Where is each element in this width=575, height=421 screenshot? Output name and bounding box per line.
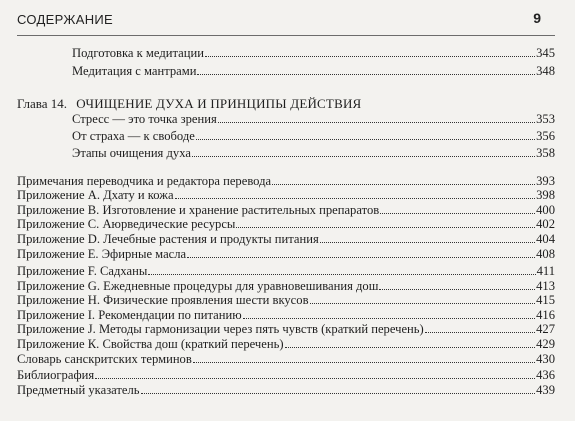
toc-entry-page: 408 (536, 247, 555, 261)
toc-entry-page: 358 (536, 146, 555, 160)
toc-entry (17, 381, 555, 397)
toc-entry (72, 44, 555, 60)
toc-entry-title: Приложение А. Дхату и кожа (17, 188, 174, 202)
toc-entry (72, 62, 555, 78)
toc-entry-page: 436 (536, 368, 555, 382)
toc-entry-page: 416 (536, 308, 555, 322)
toc-entry-title: Стресс — это точка зрения (72, 112, 217, 126)
toc-leader (379, 289, 535, 290)
toc-entry-title: Приложение Е. Эфирные масла (17, 247, 187, 261)
page-number: 9 (533, 10, 541, 26)
toc-leader (272, 184, 535, 185)
toc-entry-title: Медитация с мантрами (72, 64, 197, 78)
toc-entry (17, 320, 555, 336)
toc-leader (243, 318, 535, 319)
toc-entry-title: Приложение I. Рекомендации по питанию (17, 308, 242, 322)
toc-entry (72, 144, 555, 160)
toc-entry-title: Предметный указатель (17, 383, 140, 397)
toc-entry-page: 402 (536, 217, 555, 231)
toc-leader (380, 213, 535, 214)
toc-leader (310, 303, 536, 304)
toc-leader (425, 332, 535, 333)
toc-entry-page: 353 (536, 112, 555, 126)
toc-entry-title: Приложение В. Изготовление и хранение растительных препаратов (17, 203, 380, 217)
toc-leader (141, 393, 536, 394)
toc-leader (175, 198, 536, 199)
toc-leader (197, 74, 535, 75)
toc-entry-title: Этапы очищения духа (72, 146, 191, 160)
toc-entry-title: От страха — к свободе (72, 129, 195, 143)
toc-entry (17, 350, 555, 366)
toc-leader (236, 227, 535, 228)
header-rule (17, 35, 555, 36)
toc-entry-title: Приложение G. Ежедневные процедуры для уравновешивания дош (17, 279, 379, 293)
toc-leader (320, 242, 535, 243)
toc-entry (17, 230, 555, 246)
chapter-title: ОЧИЩЕНИЕ ДУХА И ПРИНЦИПЫ ДЕЙСТВИЯ (76, 96, 362, 111)
toc-entry-title: Приложение С. Аюрведические ресурсы (17, 217, 236, 231)
toc-entry (72, 127, 555, 143)
toc-entry-page: 400 (536, 203, 555, 217)
toc-leader (285, 347, 536, 348)
toc-entry-page: 345 (536, 46, 555, 60)
toc-entry-title: Приложение Н. Физические проявления шести вкусов (17, 293, 309, 307)
toc-entry (17, 335, 555, 351)
toc-leader (95, 378, 535, 379)
toc-entry-page: 427 (536, 322, 555, 336)
toc-leader (187, 257, 535, 258)
toc-entry-page: 404 (536, 232, 555, 246)
toc-entry-page: 348 (536, 64, 555, 78)
toc-entry-page: 430 (536, 352, 555, 366)
toc-entry-title: Примечания переводчика и редактора перевода (17, 174, 272, 188)
toc-entry-title: Словарь санскритских терминов (17, 352, 192, 366)
toc-entry (17, 245, 555, 261)
toc-leader (193, 362, 535, 363)
toc-leader (205, 56, 535, 57)
toc-entry-page: 429 (536, 337, 555, 351)
toc-entry-title: Библиография (17, 368, 95, 382)
toc-entry-title: Приложение К. Свойства дош (краткий перечень) (17, 337, 284, 351)
toc-leader (148, 274, 535, 275)
toc-entry (17, 366, 555, 382)
toc-entry (72, 110, 555, 126)
running-title: СОДЕРЖАНИЕ (17, 12, 114, 27)
toc-entry (17, 186, 555, 202)
toc-entry-page: 439 (536, 383, 555, 397)
toc-entry-title: Подготовка к медитации (72, 46, 204, 60)
toc-entry (17, 262, 555, 278)
toc-entry-page: 413 (536, 279, 555, 293)
toc-leader (196, 139, 535, 140)
toc-entry-page: 393 (536, 174, 555, 188)
toc-entry-title: Приложение F. Садханы (17, 264, 148, 278)
toc-leader (218, 122, 535, 123)
toc-entry-page: 356 (536, 129, 555, 143)
toc-leader (192, 156, 535, 157)
toc-entry-title: Приложение J. Методы гармонизации через пять чувств (краткий перечень) (17, 322, 424, 336)
toc-entry-page: 411 (536, 264, 555, 278)
chapter-number: Глава 14. (17, 96, 68, 111)
toc-entry-page: 398 (536, 188, 555, 202)
toc-entry (17, 291, 555, 307)
toc-entry (17, 215, 555, 231)
toc-entry-page: 415 (536, 293, 555, 307)
page-header (17, 10, 555, 30)
toc-entry-title: Приложение D. Лечебные растения и продукты питания (17, 232, 319, 246)
